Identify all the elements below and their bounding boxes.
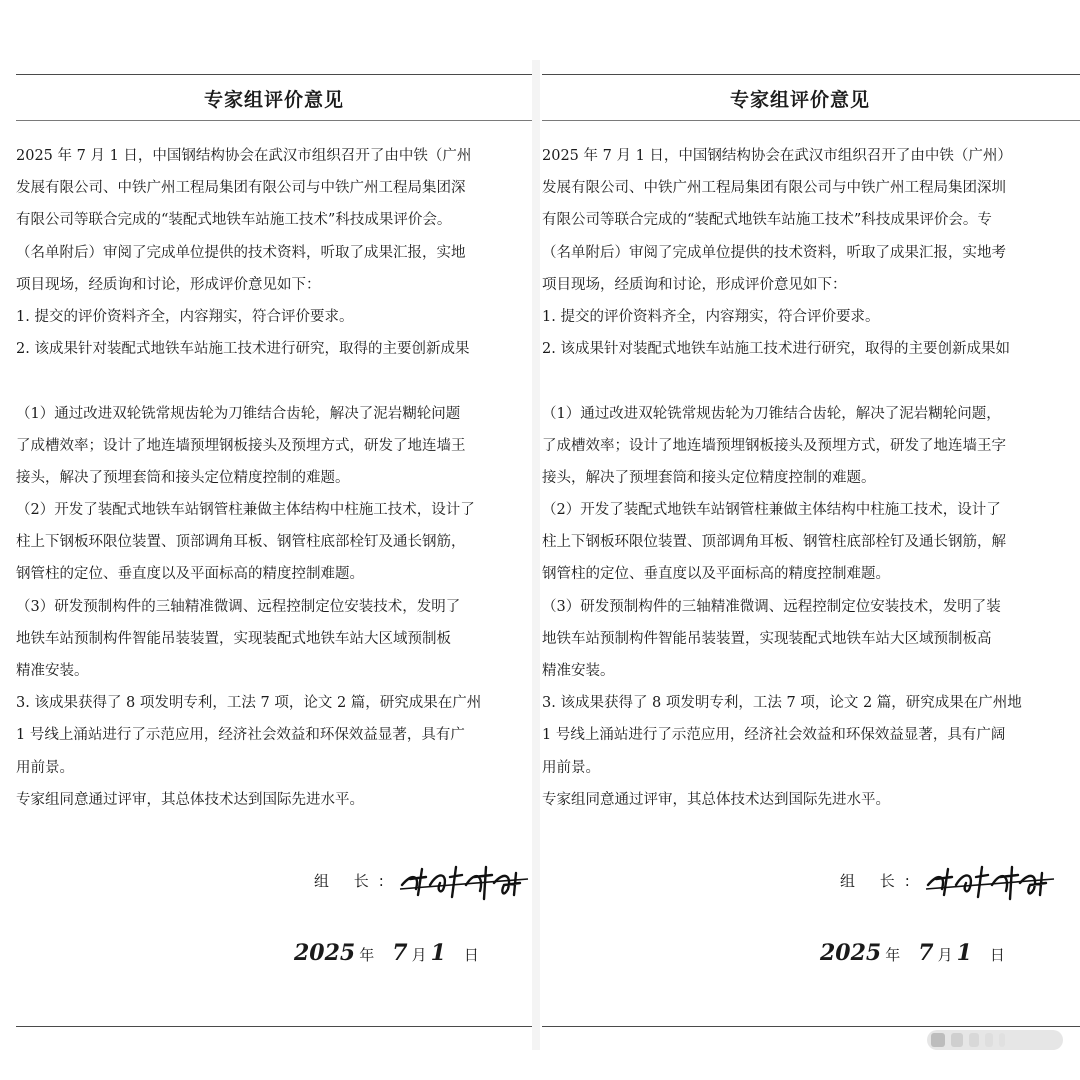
body-line: 3. 该成果获得了 8 项发明专利，工法 7 项，论文 2 篇，研究成果在广州	[16, 695, 482, 712]
body-line: 1. 提交的评价资料齐全，内容翔实，符合评价要求。	[16, 308, 354, 325]
body-line: 钢管柱的定位、垂直度以及平面标高的精度控制难题。	[542, 566, 890, 583]
body-line: 2025 年 7 月 1 日，中国钢结构协会在武汉市组织召开了由中铁（广州）	[542, 148, 1012, 164]
body-line: 1 号线上涌站进行了示范应用，经济社会效益和环保效益显著，具有广阔	[542, 727, 1006, 744]
day-unit: 日	[463, 946, 479, 964]
year-unit: 年	[359, 946, 375, 964]
body-line: 接头，解决了预埋套筒和接头定位精度控制的难题。	[16, 469, 350, 486]
body-line: 2. 该成果针对装配式地铁车站施工技术进行研究，取得的主要创新成果	[16, 341, 470, 358]
signature-row	[314, 855, 536, 905]
body-line: （3）研发预制构件的三轴精准微调、远程控制定位安装技术，发明了	[16, 598, 461, 615]
body-line: 3. 该成果获得了 8 项发明专利，工法 7 项，论文 2 篇，研究成果在广州地	[542, 695, 1022, 712]
evaluation-body	[542, 140, 1080, 816]
evaluation-body	[16, 140, 540, 816]
body-line: （名单附后）审阅了完成单位提供的技术资料，听取了成果汇报，实地考	[542, 244, 1006, 261]
body-line: 地铁车站预制构件智能吊装装置，实现装配式地铁车站大区域预制板	[16, 630, 451, 647]
body-line: 接头，解决了预埋套筒和接头定位精度控制的难题。	[542, 469, 876, 486]
date-month: 7	[918, 940, 934, 966]
group-leader-label: 组 长:	[840, 871, 920, 890]
blank-line	[16, 365, 540, 397]
date-row	[294, 940, 483, 966]
image-view-toggle-icon[interactable]	[920, 1025, 1070, 1055]
page-title: 专家组评价意见	[203, 89, 344, 111]
title-rule	[542, 120, 1080, 121]
body-line: （3）研发预制构件的三轴精准微调、远程控制定位安装技术，发明了装	[542, 598, 1001, 615]
body-line: 有限公司等联合完成的“装配式地铁车站施工技术”科技成果评价会。	[16, 212, 452, 229]
body-line: 1 号线上涌站进行了示范应用，经济社会效益和环保效益显著，具有广	[16, 727, 465, 744]
month-unit: 月	[411, 946, 427, 964]
body-line: 了成槽效率；设计了地连墙预埋钢板接头及预埋方式，研发了地连墙王	[16, 437, 466, 454]
body-line: 项目现场，经质询和讨论，形成评价意见如下：	[542, 276, 847, 293]
body-line: 钢管柱的定位、垂直度以及平面标高的精度控制难题。	[16, 566, 364, 583]
body-line: 2. 该成果针对装配式地铁车站施工技术进行研究，取得的主要创新成果如	[542, 341, 1010, 358]
top-rule	[542, 74, 1080, 75]
handwritten-signature	[396, 855, 536, 905]
top-rule	[16, 74, 540, 75]
body-line: 精准安装。	[542, 663, 615, 679]
body-line: 用前景。	[542, 759, 600, 776]
bottom-rule	[16, 1026, 540, 1027]
signature-row	[840, 855, 1062, 905]
body-line: 精准安装。	[16, 663, 89, 679]
body-line: （1）通过改进双轮铣常规齿轮为刀锥结合齿轮，解决了泥岩糊轮问题，	[542, 405, 1001, 422]
body-line: （名单附后）审阅了完成单位提供的技术资料，听取了成果汇报，实地	[16, 244, 466, 261]
page-title: 专家组评价意见	[729, 89, 870, 111]
handwritten-signature	[922, 855, 1062, 905]
date-row	[820, 940, 1009, 966]
body-line: （1）通过改进双轮铣常规齿轮为刀锥结合齿轮，解决了泥岩糊轮问题	[16, 405, 461, 422]
body-line: 1. 提交的评价资料齐全，内容翔实，符合评价要求。	[542, 308, 880, 325]
date-day: 1	[956, 940, 972, 966]
body-line: 发展有限公司、中铁广州工程局集团有限公司与中铁广州工程局集团深	[16, 180, 466, 197]
body-line: 专家组同意通过评审，其总体技术达到国际先进水平。	[542, 791, 890, 808]
view-toggle-graphic	[925, 1026, 1065, 1054]
day-unit: 日	[989, 946, 1005, 964]
body-line: 2025 年 7 月 1 日，中国钢结构协会在武汉市组织召开了由中铁（广州	[16, 148, 472, 164]
body-line: 发展有限公司、中铁广州工程局集团有限公司与中铁广州工程局集团深圳	[542, 180, 1006, 197]
year-unit: 年	[885, 946, 901, 964]
document-page-right	[540, 0, 1080, 1080]
date-month: 7	[392, 940, 408, 966]
body-line: 柱上下钢板环限位装置、顶部调角耳板、钢管柱底部栓钉及通长钢筋，解	[542, 534, 1006, 551]
title-rule	[16, 120, 540, 121]
date-year: 2025	[820, 940, 882, 966]
body-line: 专家组同意通过评审，其总体技术达到国际先进水平。	[16, 791, 364, 808]
body-line: 项目现场，经质询和讨论，形成评价意见如下：	[16, 276, 321, 293]
body-line: （2）开发了装配式地铁车站钢管柱兼做主体结构中柱施工技术，设计了	[16, 502, 475, 519]
group-leader-label: 组 长:	[314, 871, 394, 890]
body-line: （2）开发了装配式地铁车站钢管柱兼做主体结构中柱施工技术，设计了	[542, 502, 1001, 519]
body-line: 有限公司等联合完成的“装配式地铁车站施工技术”科技成果评价会。专	[542, 212, 992, 229]
body-line: 了成槽效率；设计了地连墙预埋钢板接头及预埋方式，研发了地连墙王字	[542, 437, 1006, 454]
month-unit: 月	[937, 946, 953, 964]
body-line: 柱上下钢板环限位装置、顶部调角耳板、钢管柱底部栓钉及通长钢筋，	[16, 534, 466, 551]
date-day: 1	[430, 940, 446, 966]
body-line: 用前景。	[16, 759, 74, 776]
body-line: 地铁车站预制构件智能吊装装置，实现装配式地铁车站大区域预制板高	[542, 630, 992, 647]
blank-line	[542, 365, 1080, 397]
date-year: 2025	[294, 940, 356, 966]
